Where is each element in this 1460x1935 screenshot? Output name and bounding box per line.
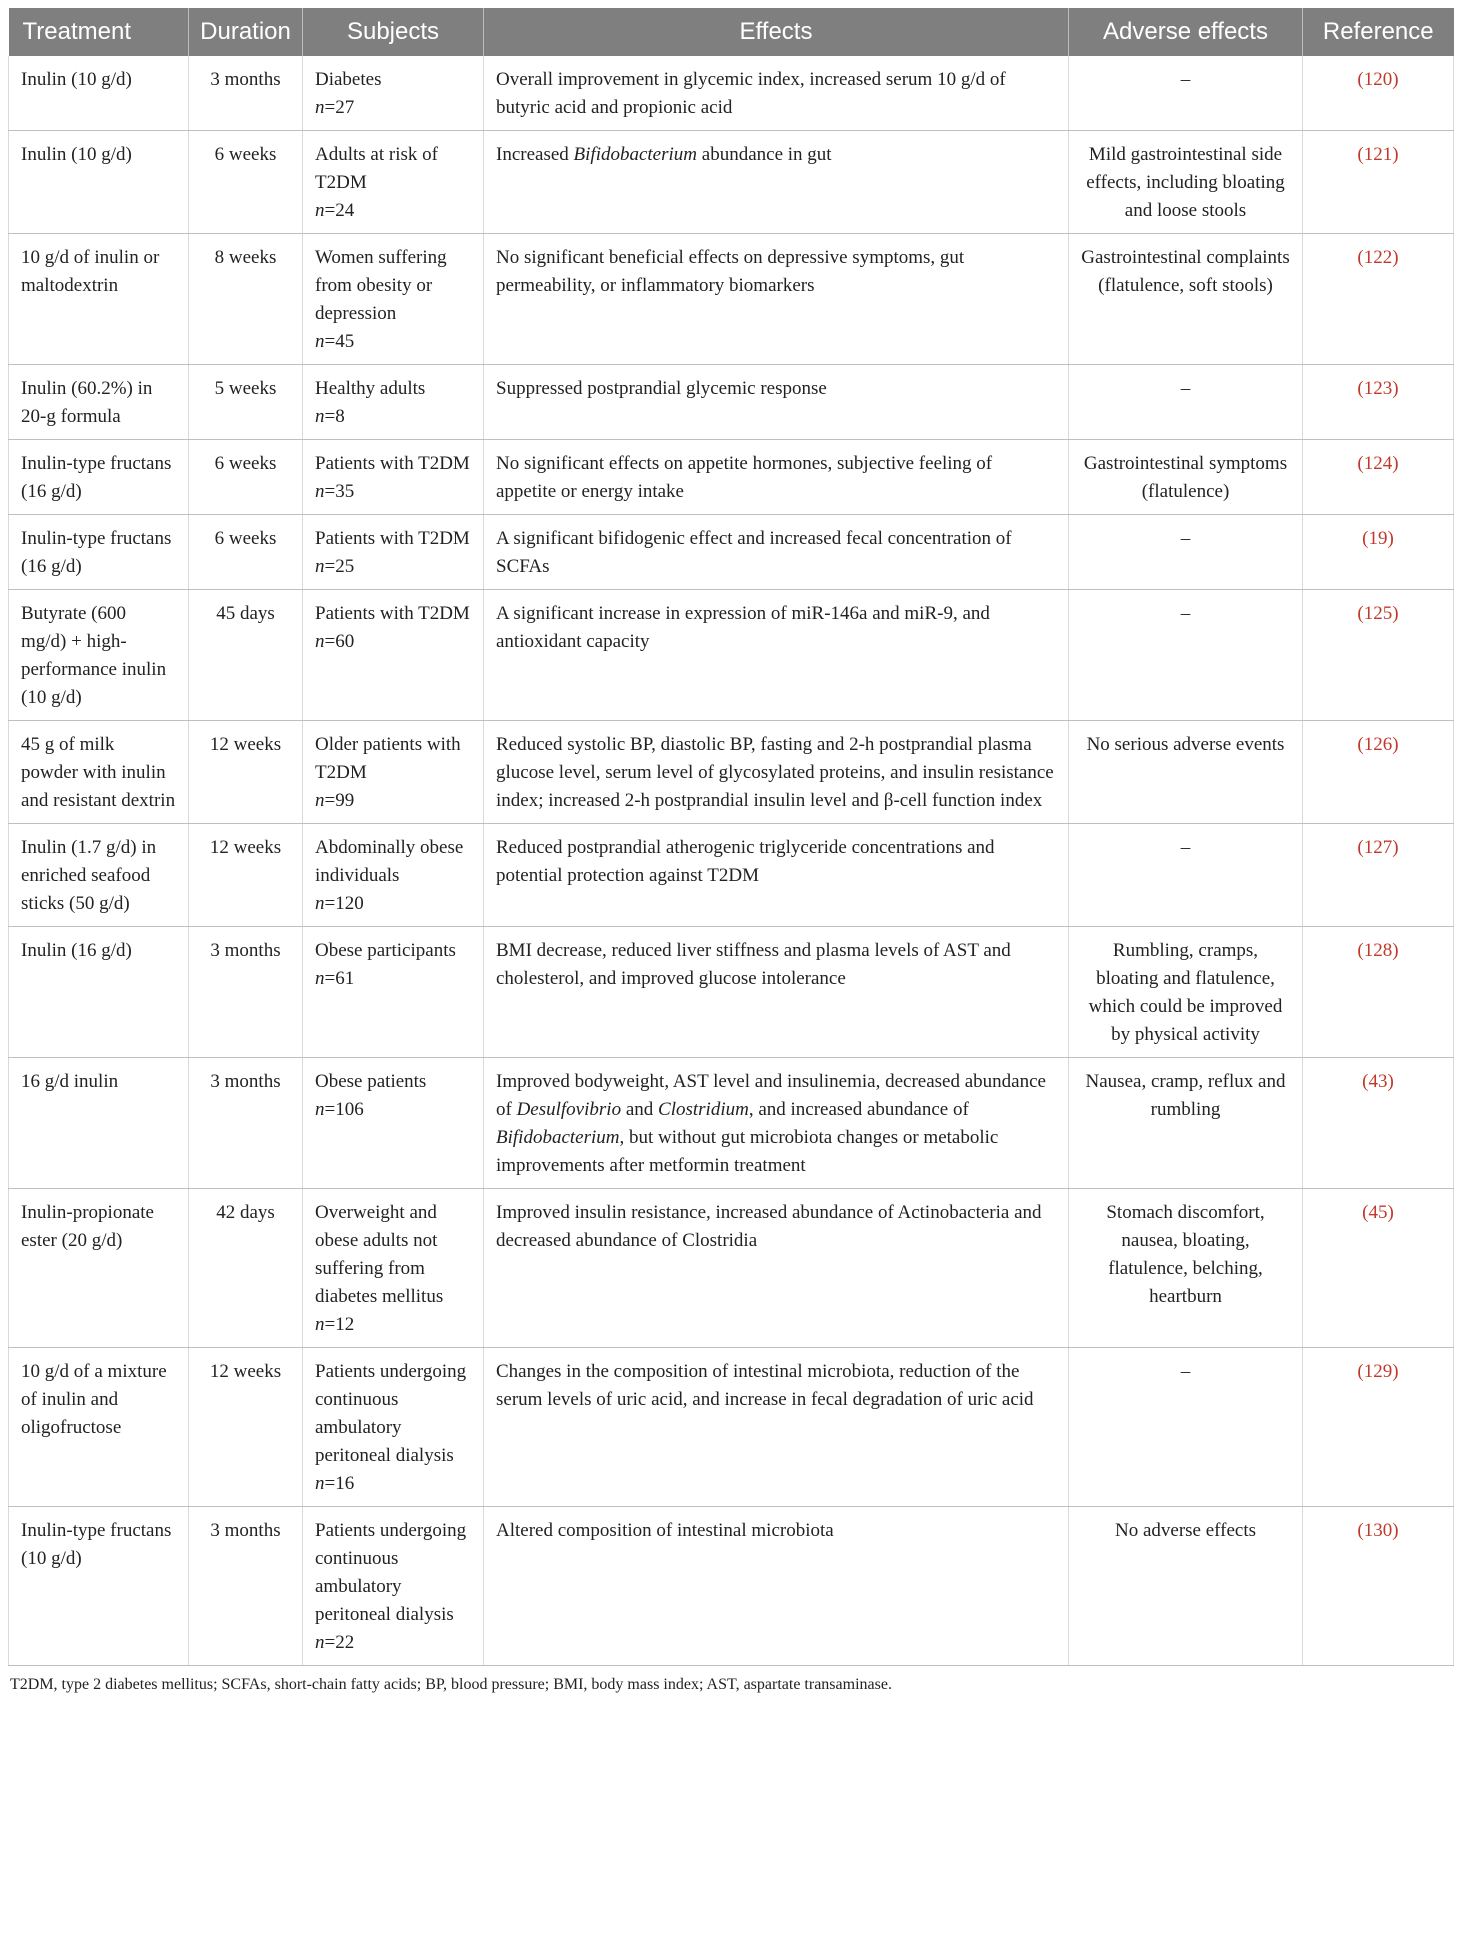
cell-reference: (122) <box>1303 234 1454 365</box>
subjects-label: Patients undergoing continuous ambulatory peritoneal dialysis <box>315 1361 467 1466</box>
subjects-label: Abdominally obese individuals <box>315 837 464 886</box>
cell-treatment: Inulin (1.7 g/d) in enriched seafood sticks (50 g/d) <box>9 824 189 927</box>
effects-text: Suppressed postprandial glycemic response <box>496 378 827 399</box>
header-adverse-effects: Adverse effects <box>1069 8 1303 56</box>
cell-duration: 8 weeks <box>189 234 303 365</box>
cell-subjects <box>303 590 484 721</box>
cell-reference: (126) <box>1303 721 1454 824</box>
cell-reference: (128) <box>1303 927 1454 1058</box>
effects-text: No significant beneficial effects on depressive symptoms, gut permeability, or inflammatory biomarkers <box>496 247 965 296</box>
cell-treatment: 10 g/d of inulin or maltodextrin <box>9 234 189 365</box>
sample-size: n=120 <box>315 893 364 914</box>
cell-duration: 42 days <box>189 1189 303 1348</box>
table-row <box>9 440 1454 515</box>
cell-adverse-effects: No adverse effects <box>1069 1507 1303 1666</box>
cell-treatment: Inulin-type fructans (16 g/d) <box>9 440 189 515</box>
header-effects: Effects <box>484 8 1069 56</box>
effects-text: Reduced systolic BP, diastolic BP, fasting and 2-h postprandial plasma glucose level, serum level of glycosylated proteins, and insulin resistance index; increased 2-h postprandial insulin level and β-cell function index <box>496 734 1054 811</box>
cell-treatment: Inulin (60.2%) in 20-g formula <box>9 365 189 440</box>
effects-text: A significant bifidogenic effect and increased fecal concentration of SCFAs <box>496 528 1012 577</box>
sample-size: n=8 <box>315 406 345 427</box>
sample-size: n=35 <box>315 481 355 502</box>
subjects-label: Adults at risk of T2DM <box>315 144 438 193</box>
cell-effects <box>484 1348 1069 1507</box>
cell-subjects <box>303 1058 484 1189</box>
cell-reference: (130) <box>1303 1507 1454 1666</box>
cell-adverse-effects: Rumbling, cramps, bloating and flatulence, which could be improved by physical activity <box>1069 927 1303 1058</box>
cell-reference: (19) <box>1303 515 1454 590</box>
sample-size: n=61 <box>315 968 355 989</box>
cell-reference: (124) <box>1303 440 1454 515</box>
cell-treatment: 16 g/d inulin <box>9 1058 189 1189</box>
cell-subjects <box>303 515 484 590</box>
cell-effects <box>484 365 1069 440</box>
cell-treatment: 45 g of milk powder with inulin and resistant dextrin <box>9 721 189 824</box>
cell-effects <box>484 440 1069 515</box>
cell-treatment: Inulin-propionate ester (20 g/d) <box>9 1189 189 1348</box>
table-page <box>8 8 1453 1694</box>
subjects-label: Women suffering from obesity or depression <box>315 247 447 324</box>
cell-subjects <box>303 1348 484 1507</box>
cell-treatment: Inulin (10 g/d) <box>9 56 189 131</box>
subjects-label: Obese participants <box>315 940 456 961</box>
cell-subjects <box>303 440 484 515</box>
effects-text: Increased <box>496 144 574 165</box>
cell-duration: 3 months <box>189 927 303 1058</box>
cell-subjects <box>303 131 484 234</box>
sample-size: n=25 <box>315 556 355 577</box>
table-row <box>9 365 1454 440</box>
cell-subjects <box>303 1507 484 1666</box>
effects-taxon: Bifidobacterium <box>573 144 698 165</box>
effects-text: A significant increase in expression of miR-146a and miR-9, and antioxidant capacity <box>496 603 990 652</box>
cell-adverse-effects: – <box>1069 824 1303 927</box>
header-subjects: Subjects <box>303 8 484 56</box>
cell-treatment: Inulin-type fructans (16 g/d) <box>9 515 189 590</box>
cell-reference: (127) <box>1303 824 1454 927</box>
table-row <box>9 1189 1454 1348</box>
sample-size: n=60 <box>315 631 355 652</box>
sample-size: n=22 <box>315 1632 355 1653</box>
sample-size: n=45 <box>315 331 355 352</box>
effects-text: Improved bodyweight, AST level and insulinemia, decreased abundance of <box>496 1071 1046 1120</box>
cell-reference: (129) <box>1303 1348 1454 1507</box>
table-row <box>9 1348 1454 1507</box>
cell-reference: (121) <box>1303 131 1454 234</box>
cell-subjects <box>303 234 484 365</box>
table-body <box>9 56 1454 1666</box>
table-row <box>9 824 1454 927</box>
cell-duration: 6 weeks <box>189 131 303 234</box>
cell-adverse-effects: – <box>1069 590 1303 721</box>
cell-effects <box>484 721 1069 824</box>
subjects-label: Patients with T2DM <box>315 603 470 624</box>
effects-text: , but without gut microbiota changes or metabolic improvements after metformin treatment <box>496 1127 999 1176</box>
table-row <box>9 515 1454 590</box>
cell-adverse-effects: Stomach discomfort, nausea, bloating, flatulence, belching, heartburn <box>1069 1189 1303 1348</box>
cell-adverse-effects: Nausea, cramp, reflux and rumbling <box>1069 1058 1303 1189</box>
effects-text: Overall improvement in glycemic index, increased serum 10 g/d of butyric acid and propionic acid <box>496 69 1006 118</box>
cell-duration: 6 weeks <box>189 440 303 515</box>
subjects-label: Overweight and obese adults not suffering from diabetes mellitus <box>315 1202 444 1307</box>
cell-adverse-effects: – <box>1069 515 1303 590</box>
cell-adverse-effects: Gastrointestinal complaints (flatulence, soft stools) <box>1069 234 1303 365</box>
cell-effects <box>484 1189 1069 1348</box>
table-row <box>9 590 1454 721</box>
cell-effects <box>484 56 1069 131</box>
cell-treatment: Butyrate (600 mg/d) + high-performance inulin (10 g/d) <box>9 590 189 721</box>
effects-text: Reduced postprandial atherogenic triglyceride concentrations and potential protection against T2DM <box>496 837 995 886</box>
cell-duration: 3 months <box>189 56 303 131</box>
subjects-label: Patients undergoing continuous ambulatory peritoneal dialysis <box>315 1520 467 1625</box>
effects-text: BMI decrease, reduced liver stiffness and plasma levels of AST and cholesterol, and improved glucose intolerance <box>496 940 1011 989</box>
cell-effects <box>484 234 1069 365</box>
header-duration: Duration <box>189 8 303 56</box>
effects-taxon: Bifidobacterium <box>496 1127 620 1148</box>
cell-duration: 5 weeks <box>189 365 303 440</box>
cell-effects <box>484 824 1069 927</box>
cell-subjects <box>303 927 484 1058</box>
cell-subjects <box>303 365 484 440</box>
sample-size: n=106 <box>315 1099 364 1120</box>
effects-text: Improved insulin resistance, increased abundance of Actinobacteria and decreased abundance of Clostridia <box>496 1202 1042 1251</box>
cell-adverse-effects: Mild gastrointestinal side effects, including bloating and loose stools <box>1069 131 1303 234</box>
cell-adverse-effects: Gastrointestinal symptoms (flatulence) <box>1069 440 1303 515</box>
cell-adverse-effects: – <box>1069 56 1303 131</box>
cell-subjects <box>303 824 484 927</box>
cell-reference: (120) <box>1303 56 1454 131</box>
effects-text: , and increased abundance of <box>748 1099 969 1120</box>
cell-treatment: 10 g/d of a mixture of inulin and oligofructose <box>9 1348 189 1507</box>
subjects-label: Older patients with T2DM <box>315 734 461 783</box>
effects-text: Changes in the composition of intestinal microbiota, reduction of the serum levels of uric acid, and increase in fecal degradation of uric acid <box>496 1361 1034 1410</box>
effects-text: No significant effects on appetite hormones, subjective feeling of appetite or energy intake <box>496 453 993 502</box>
subjects-label: Obese patients <box>315 1071 427 1092</box>
table-footnote: T2DM, type 2 diabetes mellitus; SCFAs, short-chain fatty acids; BP, blood pressure; BMI, body mass index; AST, aspartate transaminase. <box>10 1676 892 1693</box>
subjects-label: Healthy adults <box>315 378 426 399</box>
sample-size: n=12 <box>315 1314 355 1335</box>
subjects-label: Diabetes <box>315 69 382 90</box>
effects-text: abundance in gut <box>697 144 832 165</box>
cell-reference: (45) <box>1303 1189 1454 1348</box>
cell-duration: 12 weeks <box>189 721 303 824</box>
subjects-label: Patients with T2DM <box>315 528 470 549</box>
table-row <box>9 131 1454 234</box>
cell-subjects <box>303 1189 484 1348</box>
cell-effects <box>484 590 1069 721</box>
cell-treatment: Inulin (10 g/d) <box>9 131 189 234</box>
cell-adverse-effects: – <box>1069 1348 1303 1507</box>
cell-duration: 3 months <box>189 1058 303 1189</box>
cell-duration: 45 days <box>189 590 303 721</box>
cell-adverse-effects: No serious adverse events <box>1069 721 1303 824</box>
cell-effects <box>484 927 1069 1058</box>
cell-effects <box>484 1507 1069 1666</box>
cell-duration: 3 months <box>189 1507 303 1666</box>
cell-reference: (123) <box>1303 365 1454 440</box>
cell-subjects <box>303 56 484 131</box>
table-row <box>9 56 1454 131</box>
effects-taxon: Desulfovibrio <box>516 1099 622 1120</box>
cell-effects <box>484 1058 1069 1189</box>
cell-subjects <box>303 721 484 824</box>
sample-size: n=24 <box>315 200 355 221</box>
subjects-label: Patients with T2DM <box>315 453 470 474</box>
effects-text: Altered composition of intestinal microbiota <box>496 1520 834 1541</box>
effects-taxon: Clostridium <box>658 1099 749 1120</box>
header-treatment: Treatment <box>9 8 189 56</box>
cell-duration: 12 weeks <box>189 1348 303 1507</box>
cell-duration: 12 weeks <box>189 824 303 927</box>
data-table <box>8 8 1454 1666</box>
table-row <box>9 234 1454 365</box>
sample-size: n=16 <box>315 1473 355 1494</box>
cell-effects <box>484 131 1069 234</box>
cell-adverse-effects: – <box>1069 365 1303 440</box>
header-reference: Reference <box>1303 8 1454 56</box>
cell-reference: (43) <box>1303 1058 1454 1189</box>
sample-size: n=99 <box>315 790 355 811</box>
cell-treatment: Inulin-type fructans (10 g/d) <box>9 1507 189 1666</box>
cell-effects <box>484 515 1069 590</box>
table-row <box>9 927 1454 1058</box>
cell-duration: 6 weeks <box>189 515 303 590</box>
effects-text: and <box>621 1099 659 1120</box>
table-row <box>9 721 1454 824</box>
table-row <box>9 1507 1454 1666</box>
sample-size: n=27 <box>315 97 355 118</box>
cell-reference: (125) <box>1303 590 1454 721</box>
header-row <box>9 8 1454 56</box>
table-row <box>9 1058 1454 1189</box>
cell-treatment: Inulin (16 g/d) <box>9 927 189 1058</box>
